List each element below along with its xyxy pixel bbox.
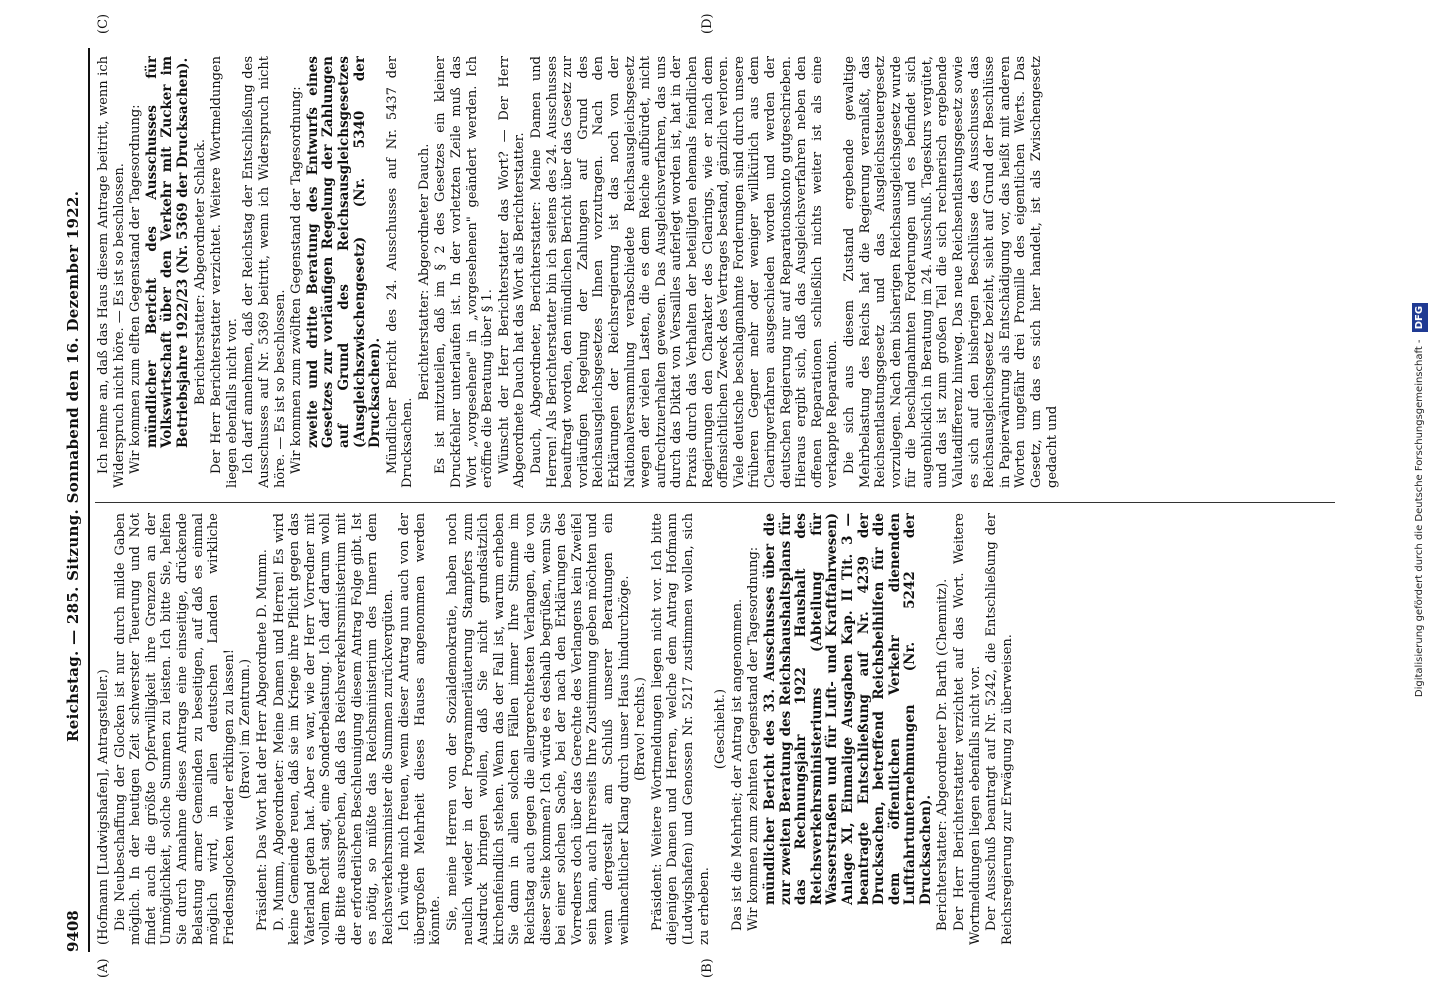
margin-mark-b: (B) — [700, 958, 715, 978]
paragraph: Wir kommen zum elften Gegenstand der Tagesordnung: — [128, 104, 144, 474]
left-column — [96, 513, 1336, 945]
page-title: Reichstag. — 285. Sitzung. Sonnabend den 16. Dezember 1922. — [64, 190, 82, 742]
paragraph: Ich darf annehmen, daß der Reichstag der Entschließung des Ausschusses auf Nr. 5369 beitritt, wenn ich Widerspruch nicht höre. — Es ist so beschlossen. — [241, 56, 288, 488]
paragraph: Die Neubeschaffung der Glocken ist nur durch milde Gaben möglich. In der heutigen Zeit schwerster Teuerung und Not findet auch die größte Opferwilligkeit ihre Grenzen an der Unmöglichkeit, solche Summen zu leisten. Ich bitte Sie, helfen Sie durch Annahme dieses Antrags eine einseitige, drückende Belastung armer Gemeinden zu beseitigen, auf daß es einmal möglich wird, in allen deutschen Landen wirkliche Friedensglocken wieder erklingen zu lassen! — [112, 513, 237, 945]
paragraph: Ich würde mich freuen, wenn dieser Antrag nun auch von der übergroßen Mehrheit dieses Hauses angenommen werden könnte. — [397, 513, 444, 945]
margin-mark-a: (A) — [96, 958, 111, 978]
paragraph: Der Herr Berichterstatter verzichtet auf das Wort. Weitere Wortmeldungen liegen ebenfalls nicht vor. — [952, 513, 983, 945]
header-rule — [88, 48, 90, 952]
dfg-logo: DFG — [1412, 303, 1428, 332]
margin-mark-c: (C) — [96, 13, 111, 34]
page-number: 9408 — [64, 910, 82, 952]
paragraph: Wir kommen zum zwölften Gegenstand der Tagesordnung: — [289, 86, 305, 474]
interjection: (Bravo! im Zentrum.) — [238, 658, 254, 800]
paragraph: Das ist die Mehrheit; der Antrag ist angenommen. — [729, 598, 745, 931]
rapporteur-line: Berichterstatter: Abgeordneter Dauch. — [416, 143, 432, 401]
speaker-continuation: (Hofmann [Ludwigshafen], Antragsteller.) — [96, 669, 111, 945]
paragraph: Der Ausschuß beantragt auf Nr. 5242, die Entschließung der Reichsregierung zur Erwägung zu überweisen. — [984, 513, 1015, 945]
paragraph: Präsident: Das Wort hat der Herr Abgeordnete D. Mumm. — [254, 549, 270, 931]
digitization-note — [1412, 8, 1428, 992]
agenda-item-title: zweite und dritte Beratung des Entwurfs eines Gesetzes zur vorläufigen Regelung der Zahlungen auf Grund des Reichsausgleichsgesetzes (Ausgleichszwischengesetz) (Nr. 5340 der Drucksachen). — [304, 56, 384, 448]
paragraph: Wünscht der Herr Berichterstatter das Wort? — Der Herr Abgeordnete Dauch hat das Wort als Berichterstatter. — [496, 56, 528, 488]
margin-mark-d: (D) — [700, 13, 715, 34]
paragraph: Es ist mitzuteilen, daß im § 2 des Gesetzes ein kleiner Druckfehler unterlaufen ist. In der vorletzten Zeile muß das Wort „vorgesehene" in „vorgesehenen" geändert werden. Ich eröffne die Beratung über § 1. — [433, 56, 496, 488]
interjection: (Geschieht.) — [713, 688, 729, 770]
paragraph: Der Herr Berichterstatter verzichtet. Weitere Wortmeldungen liegen ebenfalls nicht vor. — [209, 56, 240, 488]
paragraph: Ich nehme an, daß das Haus diesem Antrage beitritt, wenn ich Widerspruch nicht höre. — Es ist so beschlossen. — [96, 56, 127, 488]
agenda-item-title: mündlicher Bericht des Ausschusses für Volkswirtschaft über den Verkehr mit Zucker im Betriebsjahre 1922/23 (Nr. 5369 der Drucksachen). — [143, 56, 191, 448]
interjection: (Bravo! rechts.) — [633, 677, 649, 781]
paragraph: Mündlicher Bericht des 24. Ausschusses auf Nr. 5437 der Drucksachen. — [384, 56, 416, 488]
paragraph: Wir kommen zum zehnten Gegenstand der Tagesordnung: — [746, 546, 762, 931]
paragraph: Berichterstatter: Abgeordneter Dr. Barth (Chemnitz). — [935, 578, 951, 931]
paragraph: Präsident: Weitere Wortmeldungen liegen nicht vor. Ich bitte diejenigen Damen und Herren, welche dem Antrag Hofmann (Ludwigshafen) und Genossen Nr. 5217 zustimmen wollen, sich zu erheben. — [649, 513, 712, 945]
paragraph: Dauch, Abgeordneter, Berichterstatter: Meine Damen und Herren! Als Berichterstatter bin ich seitens des 24. Ausschusses beauftragt worden, den mündlichen Bericht über das Gesetz zur vorläufigen Regelung der Zahlungen auf Grund des Reichsausgleichsgesetzes Ihnen vorzutragen. Nach den Erklärungen der Reichsregierung ist das noch von der Nationalversammlung verabschiedete Reichsausgleichsgesetz wegen der vielen Lasten, die es dem Reiche aufbürdet, nicht aufrechtzuerhalten gewesen. Das Ausgleichsverfahren, das uns durch das Diktat von Versailles auferlegt worden ist, hat in der Praxis durch das Verhalten der beteiligten ehemals feindlichen Regierungen den Charakter des Clearings, wie er nach dem offensichtlichen Zweck des Vertrages bestand, gänzlich verloren. Viele deutsche beschlagnahmte Forderungen sind durch unsere früheren Gegner mehr oder weniger willkürlich aus dem Clearingverfahren ausgeschieden worden und werden der deutschen Regierung nur auf Reparationskonto gutgeschrieben. Hieraus ergibt sich, daß das Ausgleichsverfahren neben den offenen Reparationen schließlich nichts weiter ist als eine verkappte Reparation. — [529, 56, 841, 488]
paragraph: Die sich aus diesem Zustand ergebende gewaltige Mehrbelastung des Reichs hat die Regierung veranlaßt, das Reichsentlastungsgesetz und das Ausgleichssteuergesetz vorzulegen. Nach dem bisherigen Reichsausgleichsgesetz wurde für die beschlagnahmten Forderungen und es befindet sich augenblicklich in Beratung im 24. Ausschuß. Tageskurs vergütet, und das ist zum großen Teil die sich rechnerisch ergebende Valutadifferenz hinweg. Das neue Reichsentlastungsgesetz sowie es sich auf den bisherigen Beschlüsse des Ausschusses das Reichsausgleichsgesetz bezieht, sieht auf Grund der Beschlüsse in Papierwährung als Entschädigung vor, das heißt mit anderen Worten ungefähr drei Promille des eigentlichen Werts. Das Gesetz, um das es sich hier handelt, ist als Zwischengesetz gedacht und — [841, 56, 1060, 488]
digitization-text: Digitalisierung gefördert durch die Deutsche Forschungsgemeinschaft - — [1414, 339, 1425, 698]
paragraph: D. Mumm, Abgeordneter: Meine Damen und Herren! Es wird keine Gemeinde reuen, daß sie im Kriege ihre Pflicht gegen das Vaterland getan hat. Aber es war, wie der Herr Vorredner mit vollem Recht sagt, eine Sonderbelastung. Ich darf darum wohl die Bitte aussprechen, daß das Reichsverkehrsministerium mit der erforderlichen Beschleunigung diesem Antrag Folge gibt. Ist es nötig, so müßte das Reichsministerium des Innern dem Reichsverkehrsminister die Summen zurückvergüten. — [271, 513, 396, 945]
paragraph: Sie, meine Herren von der Sozialdemokratie, haben noch neulich wieder in der Programmerläuterung Stampfers zum Ausdruck bringen wollen, daß Sie nicht grundsätzlich kirchenfeindlich stehen. Wenn das der Fall ist, warum erheben Sie dann in allen solchen Fällen immer Ihre Stimme im Reichstag auch gegen die allergerechtesten Verlangen, die von dieser Seite kommen? Ich würde es deshalb begrüßen, wenn Sie bei einer solchen Sache, bei der nach den Erklärungen des Vorredners doch über das Gerechte des Verlangens kein Zweifel sein kann, auch Ihrerseits Ihre Zustimmung geben möchten und wenn dergestalt am Schluß unserer Beratungen ein weihnachtlicher Klang durch unser Haus hindurchzöge. — [445, 513, 632, 945]
agenda-item-title: mündlicher Bericht des 33. Ausschusses über die zur zweiten Beratung des Reichshaushaltsplans für das Rechnungsjahr 1922 Haushalt des Reichsverkehrsministeriums (Abteilung für Wasserstraßen und für Luft- und Kraftfahrwesen) Anlage XI, Einmalige Ausgaben Kap. II Tit. 3 — beantragte Entschließung auf Nr. 4239 der Drucksachen, betreffend Reichsbeihilfen für die dem öffentlichen Verkehr dienenden Luftfahrtunternehmungen (Nr. 5242 der Drucksachen). — [761, 513, 934, 905]
rapporteur-line: Berichterstatter: Abgeordneter Schlack. — [192, 138, 208, 406]
right-column — [96, 56, 1336, 488]
column-divider — [95, 502, 1335, 503]
running-header — [64, 48, 86, 952]
